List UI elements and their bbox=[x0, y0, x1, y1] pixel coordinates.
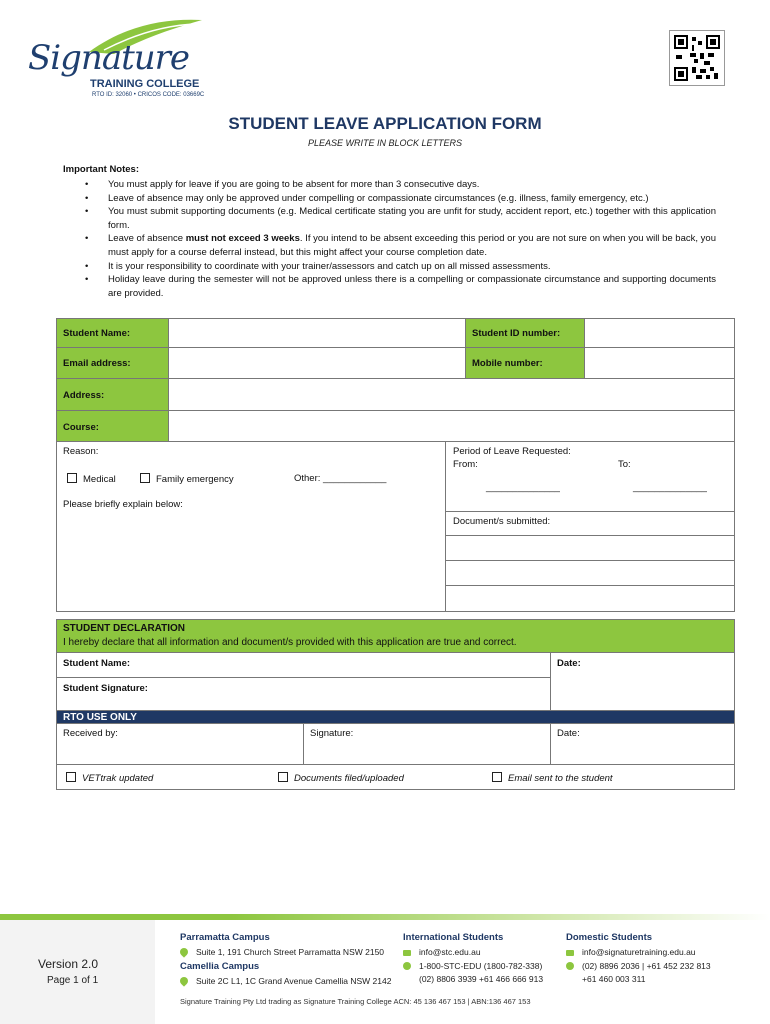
mobile-label: Mobile number: bbox=[465, 347, 585, 379]
to-label: To: bbox=[618, 459, 631, 470]
footer-campuses bbox=[180, 932, 391, 986]
student-signature-field[interactable]: Student Signature: bbox=[56, 677, 551, 711]
international-email-link[interactable]: info@stc.edu.au bbox=[419, 947, 481, 957]
decl-student-name-field[interactable]: Student Name: bbox=[56, 652, 551, 678]
family-emergency-checkbox[interactable]: Family emergency bbox=[140, 473, 234, 485]
reason-section bbox=[56, 441, 446, 612]
rto-date-field[interactable]: Date: bbox=[550, 723, 735, 765]
declaration-section bbox=[56, 619, 735, 711]
reason-label: Reason: bbox=[63, 446, 99, 457]
decl-date-field[interactable]: Date: bbox=[550, 652, 735, 711]
logo-college: TRAINING COLLEGE bbox=[90, 78, 200, 90]
footer-domestic bbox=[566, 932, 711, 984]
checkbox-icon bbox=[66, 772, 76, 782]
leave-period-section bbox=[445, 441, 735, 512]
documents-filed-checkbox[interactable]: Documents filed/uploaded bbox=[278, 772, 404, 784]
footer-international bbox=[403, 932, 543, 984]
location-pin-icon bbox=[178, 975, 189, 986]
page-title: STUDENT LEAVE APPLICATION FORM bbox=[228, 114, 542, 133]
declaration-text: I hereby declare that all information and document/s provided with this application are true and correct. bbox=[63, 637, 517, 648]
rto-heading-bar: RTO USE ONLY bbox=[56, 710, 735, 724]
footer-version-panel bbox=[0, 920, 155, 1024]
parramatta-title: Parramatta Campus bbox=[180, 932, 270, 943]
version-label: Version 2.0 bbox=[38, 957, 99, 971]
document-row[interactable] bbox=[445, 560, 735, 586]
student-id-label: Student ID number: bbox=[465, 318, 585, 348]
international-title: International Students bbox=[403, 932, 504, 943]
address-label: Address: bbox=[56, 378, 169, 411]
declaration-banner bbox=[56, 619, 735, 653]
other-reason-field[interactable]: Other: ____________ bbox=[294, 473, 387, 484]
from-label: From: bbox=[453, 459, 478, 470]
rto-use-section bbox=[56, 710, 735, 790]
phone-icon bbox=[566, 962, 574, 970]
mail-icon bbox=[566, 950, 574, 956]
student-id-field[interactable] bbox=[584, 318, 735, 348]
vettrak-checkbox[interactable]: VETtrak updated bbox=[66, 772, 153, 784]
logo-wordmark: Signature bbox=[28, 38, 190, 78]
leave-form bbox=[56, 318, 735, 612]
course-label: Course: bbox=[56, 410, 169, 442]
note-item: • It is your responsibility to coordinate with your trainer/assessors and catch up on all missed assessments. bbox=[63, 260, 716, 274]
student-name-label: Student Name: bbox=[56, 318, 169, 348]
checkbox-icon bbox=[140, 473, 150, 483]
email-sent-checkbox[interactable]: Email sent to the student bbox=[492, 772, 613, 784]
from-date-field[interactable]: ______________ bbox=[486, 482, 560, 493]
course-field[interactable] bbox=[168, 410, 735, 442]
college-logo bbox=[24, 18, 204, 100]
checkbox-icon bbox=[278, 772, 288, 782]
documents-label-cell: Document/s submitted: bbox=[445, 511, 735, 536]
domestic-phone: (02) 8896 2036 | +61 452 232 813 bbox=[582, 961, 711, 971]
to-date-field[interactable]: ______________ bbox=[633, 482, 707, 493]
mail-icon bbox=[403, 950, 411, 956]
page-number: Page 1 of 1 bbox=[47, 975, 99, 986]
document-row[interactable] bbox=[445, 585, 735, 612]
medical-checkbox[interactable]: Medical bbox=[67, 473, 116, 485]
email-field[interactable] bbox=[168, 347, 466, 379]
note-item: • You must submit supporting documents (e.g. Medical certificate stating you are unfit for study, accident report, etc.) together with this application form. bbox=[63, 205, 716, 232]
mobile-field[interactable] bbox=[584, 347, 735, 379]
notes-list bbox=[63, 178, 716, 300]
rto-signature-field[interactable]: Signature: bbox=[303, 723, 551, 765]
notes-heading: Important Notes: bbox=[63, 164, 139, 175]
logo-rto-code: RTO ID: 32060 • CRICOS CODE: 03669C bbox=[92, 92, 205, 98]
declaration-heading: STUDENT DECLARATION bbox=[63, 623, 186, 634]
international-phone-2: (02) 8806 3939 +61 466 666 913 bbox=[419, 974, 544, 984]
camellia-title: Camellia Campus bbox=[180, 961, 260, 972]
parramatta-address: Suite 1, 191 Church Street Parramatta NSW 2150 bbox=[196, 947, 385, 957]
qr-code-icon bbox=[669, 30, 725, 86]
international-phone: 1-800-STC-EDU (1800-782-338) bbox=[419, 961, 543, 971]
address-field[interactable] bbox=[168, 378, 735, 411]
location-pin-icon bbox=[178, 946, 189, 957]
domestic-title: Domestic Students bbox=[566, 932, 653, 943]
checkbox-icon bbox=[492, 772, 502, 782]
checkbox-icon bbox=[67, 473, 77, 483]
domestic-phone-2: +61 460 003 311 bbox=[582, 974, 646, 984]
email-label: Email address: bbox=[56, 347, 169, 379]
note-item: • You must apply for leave if you are going to be absent for more than 3 consecutive days. bbox=[63, 178, 716, 192]
domestic-email-link[interactable]: info@signaturetraining.edu.au bbox=[582, 947, 696, 957]
legal-text: Signature Training Pty Ltd trading as Signature Training College ACN: 45 136 467 153 | ABN:136 467 153 bbox=[180, 997, 531, 1006]
note-item: • Leave of absence must not exceed 3 weeks. If you intend to be absent exceeding this period or you are not sure on when you will be back, you must apply for a course deferral instead, but this might affect your course completion date. bbox=[63, 232, 716, 259]
received-by-field[interactable]: Received by: bbox=[56, 723, 304, 765]
explain-label: Please briefly explain below: bbox=[63, 499, 183, 510]
page-subtitle: PLEASE WRITE IN BLOCK LETTERS bbox=[307, 138, 463, 148]
phone-icon bbox=[403, 962, 411, 970]
document-row[interactable] bbox=[445, 535, 735, 561]
note-item: • Leave of absence may only be approved under compelling or compassionate circumstances (e.g. illness, family emergency, etc.) bbox=[63, 192, 716, 206]
note-item: • Holiday leave during the semester will not be approved unless there is a compelling or compassionate circumstance and supporting documents are provided. bbox=[63, 273, 716, 300]
rto-checklist bbox=[56, 764, 735, 790]
camellia-address: Suite 2C L1, 1C Grand Avenue Camellia NSW 2142 bbox=[196, 976, 392, 986]
period-label: Period of Leave Requested: bbox=[453, 446, 571, 457]
student-name-field[interactable] bbox=[168, 318, 466, 348]
